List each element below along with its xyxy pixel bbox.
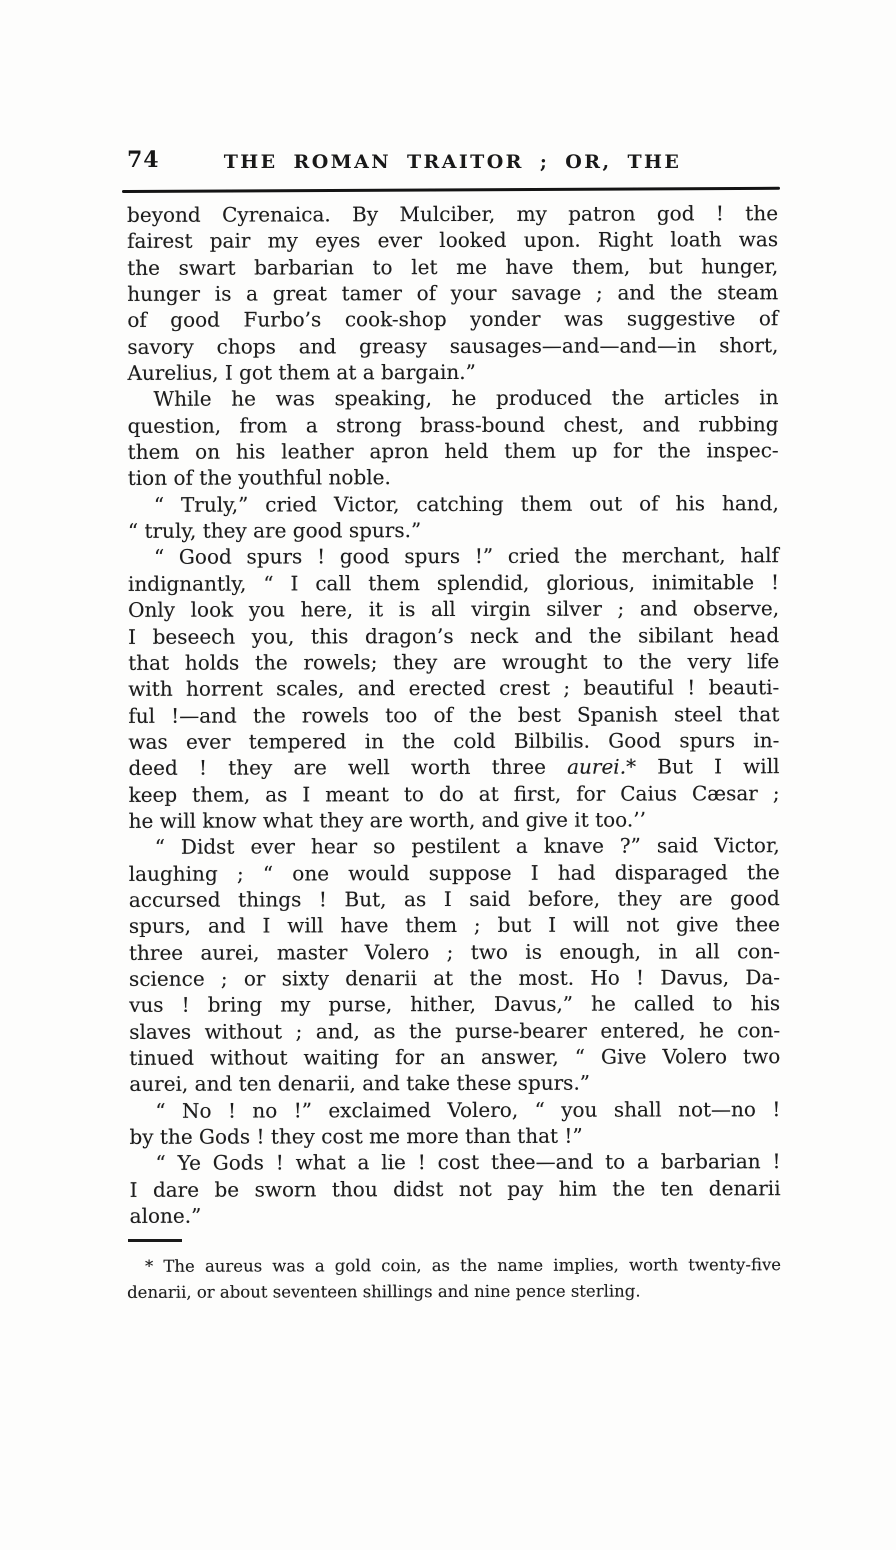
text-line: them on his leather apron held them up for the inspec- bbox=[127, 438, 779, 464]
text-line: Only look you here, it is all virgin silver ; and observe, bbox=[128, 596, 780, 623]
text-line: hunger is a great tamer of your savage ; and the steam bbox=[127, 280, 779, 306]
text-line: ful !—and the rowels too of the best Spanish steel that bbox=[128, 701, 780, 728]
text-line: alone.” bbox=[129, 1203, 202, 1228]
text-line: accursed things ! But, as I said before, they are good bbox=[128, 886, 780, 912]
text-line: savory chops and greasy sausages—and—and—in short, bbox=[127, 332, 779, 359]
text-line: that holds the rowels; they are wrought to the very life bbox=[128, 648, 780, 675]
text-line: “ Truly,” cried Victor, catching them out of his hand, bbox=[153, 490, 779, 517]
footnote bbox=[127, 1252, 781, 1305]
body-text bbox=[127, 200, 781, 1229]
text-line: * The aureus was a gold coin, as the name implies, worth twenty-five bbox=[145, 1255, 782, 1276]
text-line: he will know what they are worth, and give it too.’’ bbox=[128, 807, 646, 833]
text-line: vus ! bring my purse, hither, Davus,” he called to his bbox=[129, 991, 781, 1018]
page-number: 74 bbox=[127, 147, 160, 173]
footnote-separator bbox=[128, 1239, 182, 1242]
text-line: “ Ye Gods ! what a lie ! cost thee—and to a barbarian ! bbox=[155, 1149, 781, 1176]
text-line: “ truly, they are good spurs.” bbox=[127, 518, 422, 543]
text-line: tinued without waiting for an answer, “ Give Volero two bbox=[129, 1044, 781, 1070]
text-line: spurs, and I will have them ; but I will not give thee bbox=[128, 912, 780, 939]
text-line: three aurei, master Volero ; two is enough, in all con- bbox=[128, 938, 780, 965]
text-line: of good Furbo’s cook-shop yonder was suggestive of bbox=[127, 306, 779, 333]
text-line: I dare be sworn thou didst not pay him the ten denarii bbox=[129, 1175, 781, 1202]
text-line: While he was speaking, he produced the articles in bbox=[153, 385, 779, 412]
text-line: “ Didst ever hear so pestilent a knave ?” said Victor, bbox=[154, 833, 780, 860]
text-line: “ Good spurs ! good spurs !” cried the merchant, half bbox=[153, 543, 779, 570]
text-line: science ; or sixty denarii at the most. Ho ! Davus, Da- bbox=[129, 965, 781, 991]
text-line: tion of the youthful noble. bbox=[127, 465, 391, 491]
text-line: fairest pair my eyes ever looked upon. Right loath was bbox=[127, 227, 779, 254]
running-title: THE ROMAN TRAITOR ; OR, THE bbox=[223, 151, 682, 173]
text-line: deed ! they are well worth three aurei.* But I will bbox=[128, 754, 780, 781]
text-line: question, from a strong brass-bound chest, and rubbing bbox=[127, 411, 779, 438]
text-line: by the Gods ! they cost me more than that !” bbox=[129, 1123, 583, 1149]
text-line: beyond Cyrenaica. By Mulciber, my patron god ! the bbox=[127, 201, 779, 227]
text-line: with horrent scales, and erected crest ; beautiful ! beauti- bbox=[128, 675, 780, 702]
text-line: Aurelius, I got them at a bargain.” bbox=[127, 360, 476, 385]
text-line: the swart barbarian to let me have them, but hunger, bbox=[127, 253, 779, 280]
text-line: was ever tempered in the cold Bilbilis. Good spurs in- bbox=[128, 728, 780, 754]
text-line: laughing ; “ one would suppose I had disparaged the bbox=[128, 859, 780, 886]
header-rule bbox=[122, 187, 780, 193]
text-line: indignantly, “ I call them splendid, glorious, inimitable ! bbox=[127, 569, 780, 596]
text-line: denarii, or about seventeen shillings and nine pence sterling. bbox=[127, 1281, 641, 1302]
text-line: I beseech you, this dragon’s neck and the sibilant head bbox=[128, 622, 780, 649]
text-line: “ No ! no !” exclaimed Volero, “ you shall not—no ! bbox=[155, 1096, 781, 1123]
italic-text: aurei.* bbox=[567, 754, 637, 779]
text-line: aurei, and ten denarii, and take these spurs.” bbox=[129, 1070, 591, 1097]
text-line: keep them, as I meant to do at first, for Caius Cæsar ; bbox=[128, 780, 780, 807]
text-line: slaves without ; and, as the purse-bearer entered, he con- bbox=[129, 1017, 781, 1044]
